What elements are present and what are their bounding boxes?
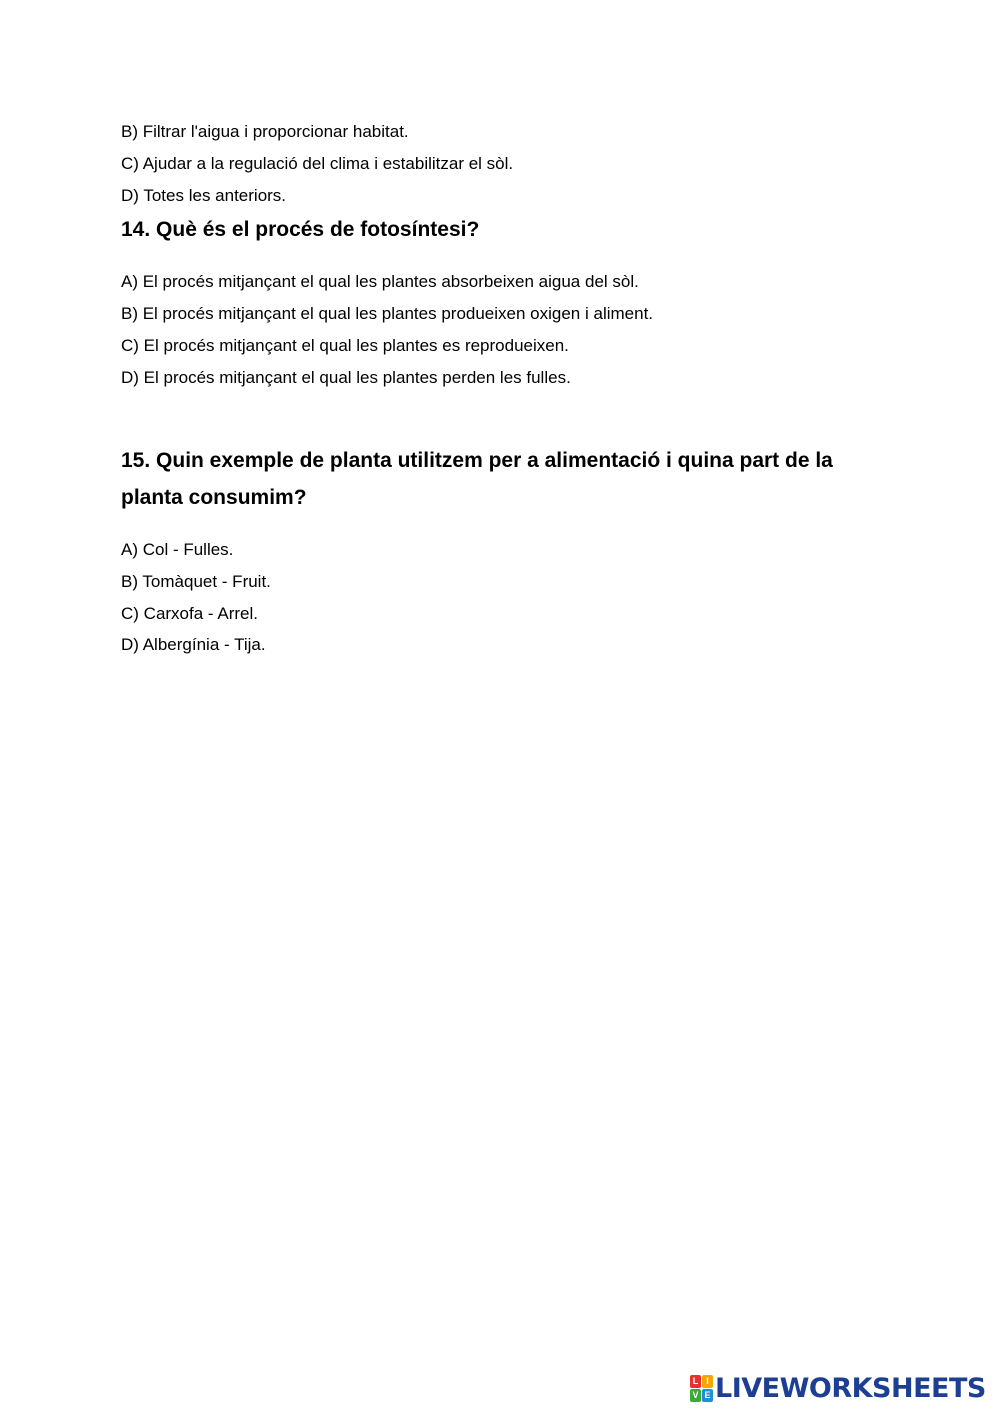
- question-15-title: 15. Quin exemple de planta utilitzem per a alimentació i quina part de la planta consumim?: [121, 449, 833, 509]
- q13-option-d: D) Totes les anteriors.: [121, 186, 287, 205]
- q15-option-b: B) Tomàquet - Fruit.: [121, 572, 271, 591]
- q13-option-b: B) Filtrar l'aigua i proporcionar habitat.: [121, 122, 409, 141]
- liveworksheets-logo: [690, 1372, 986, 1404]
- logo-wordmark: LIVEWORKSHEETS: [715, 1372, 986, 1404]
- logo-letter-e: E: [702, 1389, 713, 1402]
- q15-option-c: C) Carxofa - Arrel.: [121, 604, 258, 623]
- q15-option-a: A) Col - Fulles.: [121, 540, 234, 559]
- q14-option-c: C) El procés mitjançant el qual les plantes es reprodueixen.: [121, 336, 569, 355]
- q14-option-b: B) El procés mitjançant el qual les plantes produeixen oxigen i aliment.: [121, 304, 654, 323]
- logo-letter-v: V: [690, 1389, 701, 1402]
- q14-option-d: D) El procés mitjançant el qual les plantes perden les fulles.: [121, 368, 571, 387]
- q15-option-d: D) Albergínia - Tija.: [121, 635, 266, 654]
- q13-option-c: C) Ajudar a la regulació del clima i estabilitzar el sòl.: [121, 154, 514, 173]
- logo-letter-i: I: [702, 1375, 713, 1388]
- logo-letter-l: L: [690, 1375, 701, 1388]
- q14-option-a: A) El procés mitjançant el qual les plantes absorbeixen aigua del sòl.: [121, 272, 639, 291]
- live-logo-mark-icon: [690, 1375, 712, 1401]
- question-14-title: 14. Què és el procés de fotosíntesi?: [121, 218, 480, 241]
